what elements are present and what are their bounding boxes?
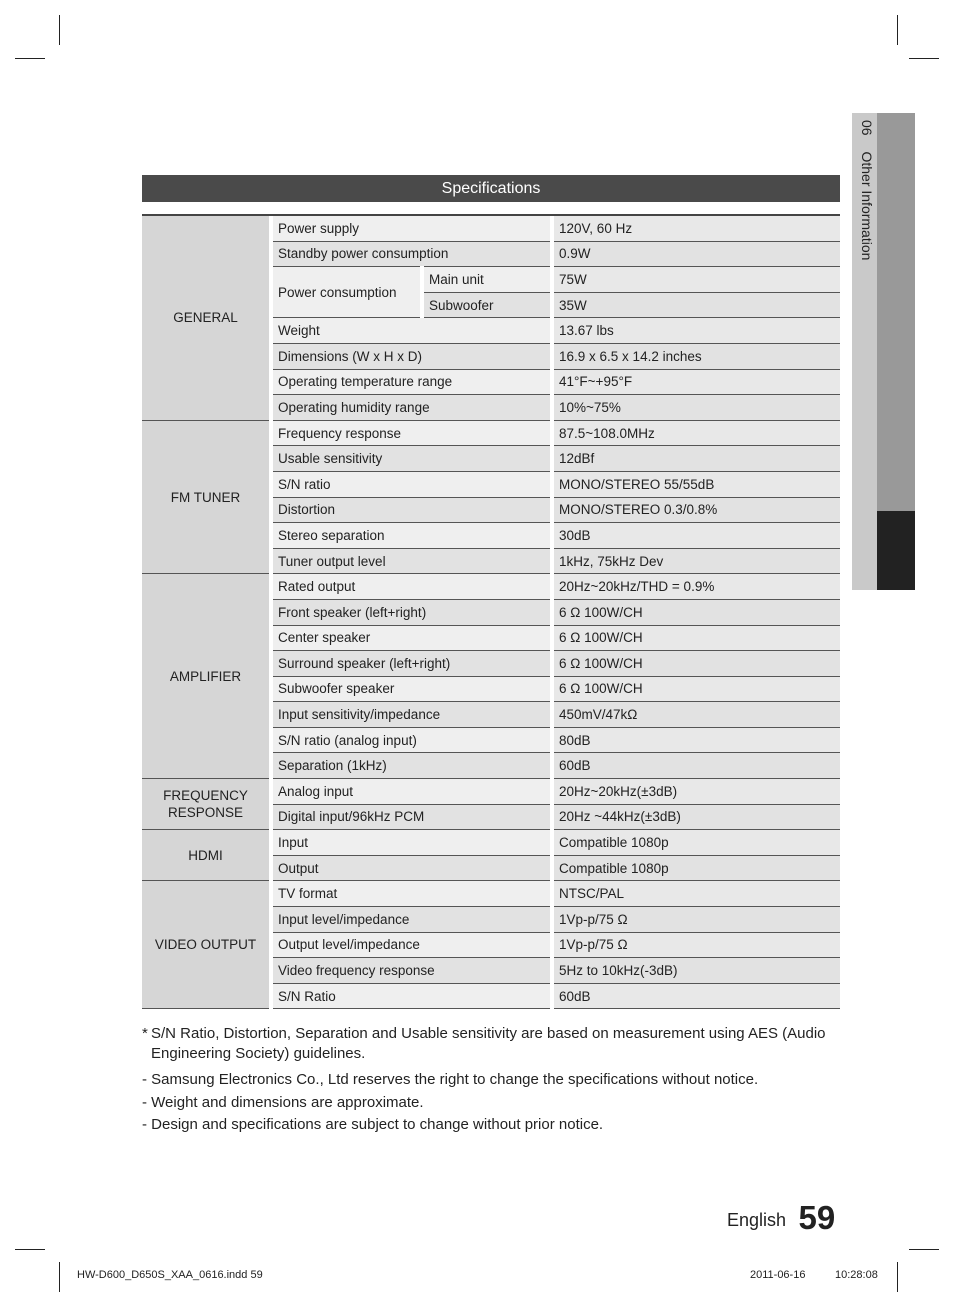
chapter-title: Other Information [859,151,875,261]
value-cell: 60dB [552,753,840,779]
crop-mark [897,1262,898,1292]
category-cell: GENERAL [142,216,271,420]
dash-note: - Weight and dimensions are approximate. [142,1093,424,1111]
footer-filename: HW-D600_D650S_XAA_0616.indd 59 [77,1269,263,1281]
value-cell: 450mV/47kΩ [552,702,840,728]
chapter-label [859,120,875,260]
category-cell: HDMI [142,830,271,881]
value-cell: 13.67 lbs [552,318,840,344]
item-cell: Tuner output level [271,548,552,574]
category-cell: FREQUENCY RESPONSE [142,779,271,830]
tab-shade [877,113,915,511]
item-cell: Distortion [271,497,552,523]
item-cell: Frequency response [271,420,552,446]
item-cell: Output [271,855,552,881]
value-cell: Compatible 1080p [552,855,840,881]
value-cell: 35W [552,292,840,318]
item-cell: Output level/impedance [271,932,552,958]
category-cell: FM TUNER [142,420,271,574]
item-cell: Operating humidity range [271,395,552,421]
asterisk-note-text: S/N Ratio, Distortion, Separation and Usable sensitivity are based on measurement using AES (Audio Engineering Society) guidelines. [151,1025,826,1062]
page-number: 59 [798,1199,836,1236]
page-number-block [727,1199,835,1237]
category-cell: VIDEO OUTPUT [142,881,271,1009]
value-cell: 12dBf [552,446,840,472]
value-cell: 6 Ω 100W/CH [552,651,840,677]
item-cell: S/N Ratio [271,983,552,1009]
crop-mark [59,1262,60,1292]
footer-date: 2011-06-16 [750,1269,806,1281]
value-cell: 6 Ω 100W/CH [552,676,840,702]
value-cell: 6 Ω 100W/CH [552,599,840,625]
item-cell: Power supply [271,216,552,241]
crop-mark [909,58,939,59]
section-title: Specifications [441,179,541,197]
crop-mark [897,15,898,45]
chapter-side-tab [852,113,915,590]
item-cell: Center speaker [271,625,552,651]
crop-mark [909,1249,939,1250]
value-cell: 16.9 x 6.5 x 14.2 inches [552,343,840,369]
value-cell: 20Hz~20kHz(±3dB) [552,779,840,805]
value-cell: 60dB [552,983,840,1009]
item-cell: Analog input [271,779,552,805]
value-cell: 0.9W [552,241,840,267]
crop-mark [15,58,45,59]
asterisk-mark: * [142,1025,148,1042]
item-cell: S/N ratio [271,471,552,497]
table-row [142,830,840,856]
item-cell: Surround speaker (left+right) [271,651,552,677]
item-cell: S/N ratio (analog input) [271,727,552,753]
dash-note: - Design and specifications are subject to change without prior notice. [142,1116,604,1133]
value-cell: 6 Ω 100W/CH [552,625,840,651]
value-cell: 80dB [552,727,840,753]
value-cell: 120V, 60 Hz [552,216,840,241]
value-cell: 75W [552,267,840,293]
value-cell: 30dB [552,523,840,549]
item-cell: TV format [271,881,552,907]
item-cell: Weight [271,318,552,344]
value-cell: 41°F~+95°F [552,369,840,395]
dash-note: - Samsung Electronics Co., Ltd reserves the right to change the specifications without notice. [142,1071,759,1088]
tab-marker [877,511,915,590]
crop-mark [59,15,60,45]
footer-time: 10:28:08 [835,1269,878,1281]
section-title-bar [142,175,840,202]
value-cell: 5Hz to 10kHz(-3dB) [552,958,840,984]
sub-item-cell: Subwoofer [422,292,552,318]
value-cell: 20Hz~20kHz/THD = 0.9% [552,574,840,600]
item-cell: Input [271,830,552,856]
item-cell: Front speaker (left+right) [271,599,552,625]
notes-section [142,1024,842,1135]
item-cell: Power consumption [271,267,422,318]
value-cell: 87.5~108.0MHz [552,420,840,446]
sub-item-cell: Main unit [422,267,552,293]
value-cell: NTSC/PAL [552,881,840,907]
table-row [142,881,840,907]
value-cell: 1Vp-p/75 Ω [552,907,840,933]
item-cell: Operating temperature range [271,369,552,395]
page-language: English [727,1210,787,1230]
value-cell: Compatible 1080p [552,830,840,856]
item-cell: Dimensions (W x H x D) [271,343,552,369]
value-cell: 1kHz, 75kHz Dev [552,548,840,574]
value-cell: 20Hz ~44kHz(±3dB) [552,804,840,830]
asterisk-note [142,1024,842,1064]
item-cell: Input sensitivity/impedance [271,702,552,728]
item-cell: Input level/impedance [271,907,552,933]
item-cell: Digital input/96kHz PCM [271,804,552,830]
item-cell: Separation (1kHz) [271,753,552,779]
item-cell: Standby power consumption [271,241,552,267]
crop-mark [15,1249,45,1250]
table-row [142,574,840,600]
item-cell: Subwoofer speaker [271,676,552,702]
category-cell: AMPLIFIER [142,574,271,779]
value-cell: 10%~75% [552,395,840,421]
item-cell: Usable sensitivity [271,446,552,472]
table-row [142,216,840,241]
table-row [142,779,840,805]
table-row [142,420,840,446]
chapter-number: 06 [859,120,875,136]
value-cell: MONO/STEREO 55/55dB [552,471,840,497]
value-cell: MONO/STEREO 0.3/0.8% [552,497,840,523]
item-cell: Video frequency response [271,958,552,984]
specifications-table [142,216,840,1009]
value-cell: 1Vp-p/75 Ω [552,932,840,958]
item-cell: Stereo separation [271,523,552,549]
item-cell: Rated output [271,574,552,600]
